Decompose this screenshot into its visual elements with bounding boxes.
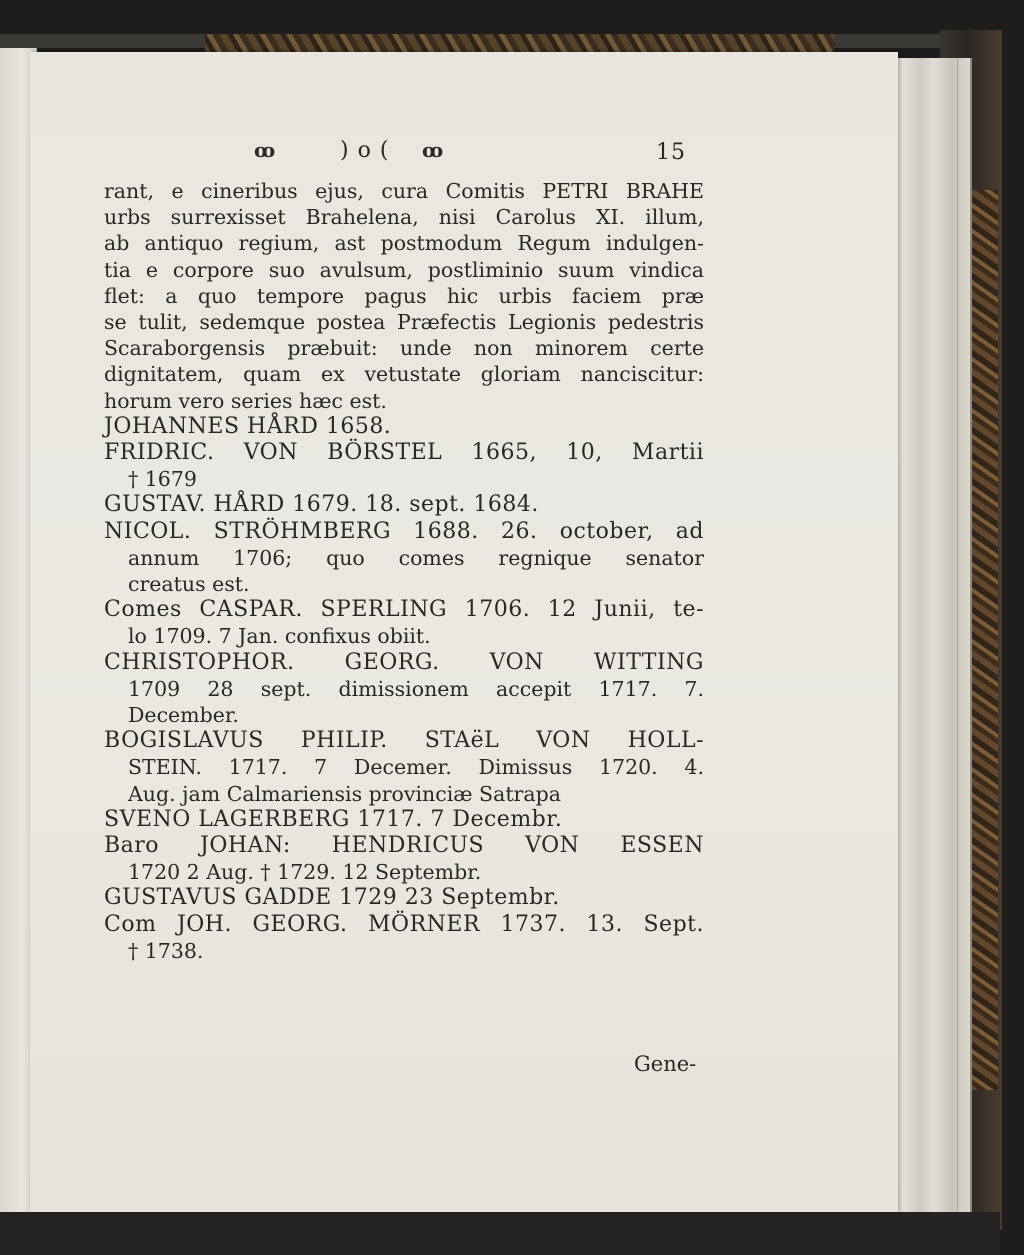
left-ornament-icon: ꝏ — [254, 138, 277, 162]
text-line: tia e corpore suo avulsum, postliminio suum vindica — [104, 257, 704, 282]
governor-entry-continued: 1709 28 sept. dimissionem accepit 1717. 7. — [128, 676, 704, 701]
governor-entry-continued: 1720 2 Aug. † 1729. 12 Septembr. — [128, 860, 482, 885]
page-number: 15 — [656, 140, 686, 165]
governor-entry-continued: annum 1706; quo comes regnique senator — [128, 545, 704, 570]
text-line: ab antiquo regium, ast postmodum Regum indulgen- — [104, 231, 704, 256]
running-header — [104, 138, 704, 178]
governor-entry: CHRISTOPHOR. GEORG. VON WITTING — [104, 649, 704, 675]
governor-entry: Baro JOHAN: HENDRICUS VON ESSEN — [104, 833, 704, 859]
text-line: Scaraborgensis præbuit: unde non minorem certe — [104, 336, 704, 361]
governor-entry-continued: December. — [128, 703, 239, 728]
bottom-background — [0, 1212, 1000, 1255]
governor-entry-continued: † 1679 — [128, 467, 197, 492]
governor-entry: NICOL. STRÖHMBERG 1688. 26. october, ad — [104, 518, 704, 544]
header-separator: ) o ( — [340, 138, 390, 163]
page-text — [104, 138, 704, 964]
catchword: Gene- — [634, 1052, 697, 1076]
governor-entry-continued: creatus est. — [128, 572, 250, 597]
right-ornament-icon: ꝏ — [422, 138, 445, 162]
text-line: horum vero series hæc est. — [104, 388, 387, 413]
text-line: dignitatem, quam ex vetustate gloriam nanciscitur: — [104, 362, 704, 387]
governor-entry: GUSTAVUS GADDE 1729 23 Septembr. — [104, 885, 560, 911]
governor-entry: Comes CASPAR. SPERLING 1706. 12 Junii, te- — [104, 597, 704, 623]
governor-entry-continued: Aug. jam Calmariensis provinciæ Satrapa — [128, 781, 561, 806]
text-line: urbs surrexisset Brahelena, nisi Carolus XI. illum, — [104, 205, 704, 230]
governor-entry: GUSTAV. HÅRD 1679. 18. sept. 1684. — [104, 492, 539, 518]
governor-entry: JOHANNES HÅRD 1658. — [104, 413, 392, 439]
governor-entry-continued: † 1738. — [128, 938, 204, 963]
governor-entry: SVENO LAGERBERG 1717. 7 Decembr. — [104, 806, 563, 832]
governor-entry: FRIDRIC. VON BÖRSTEL 1665, 10, Martii — [104, 440, 704, 466]
governor-entry-continued: lo 1709. 7 Jan. confixus obiit. — [128, 624, 431, 649]
text-line: flet: a quo tempore pagus hic urbis faciem præ — [104, 283, 704, 308]
governor-entry-continued: STEIN. 1717. 7 Decemer. Dimissus 1720. 4. — [128, 755, 704, 780]
text-line: se tulit, sedemque postea Præfectis Legionis pedestris — [104, 310, 704, 335]
governor-entry: Com JOH. GEORG. MÖRNER 1737. 13. Sept. — [104, 911, 704, 937]
governor-entry: BOGISLAVUS PHILIP. STAëL VON HOLL- — [104, 728, 704, 754]
text-line: rant, e cineribus ejus, cura Comitis PETRI BRAHE — [104, 179, 704, 203]
marbled-cover-edge — [968, 190, 998, 1090]
